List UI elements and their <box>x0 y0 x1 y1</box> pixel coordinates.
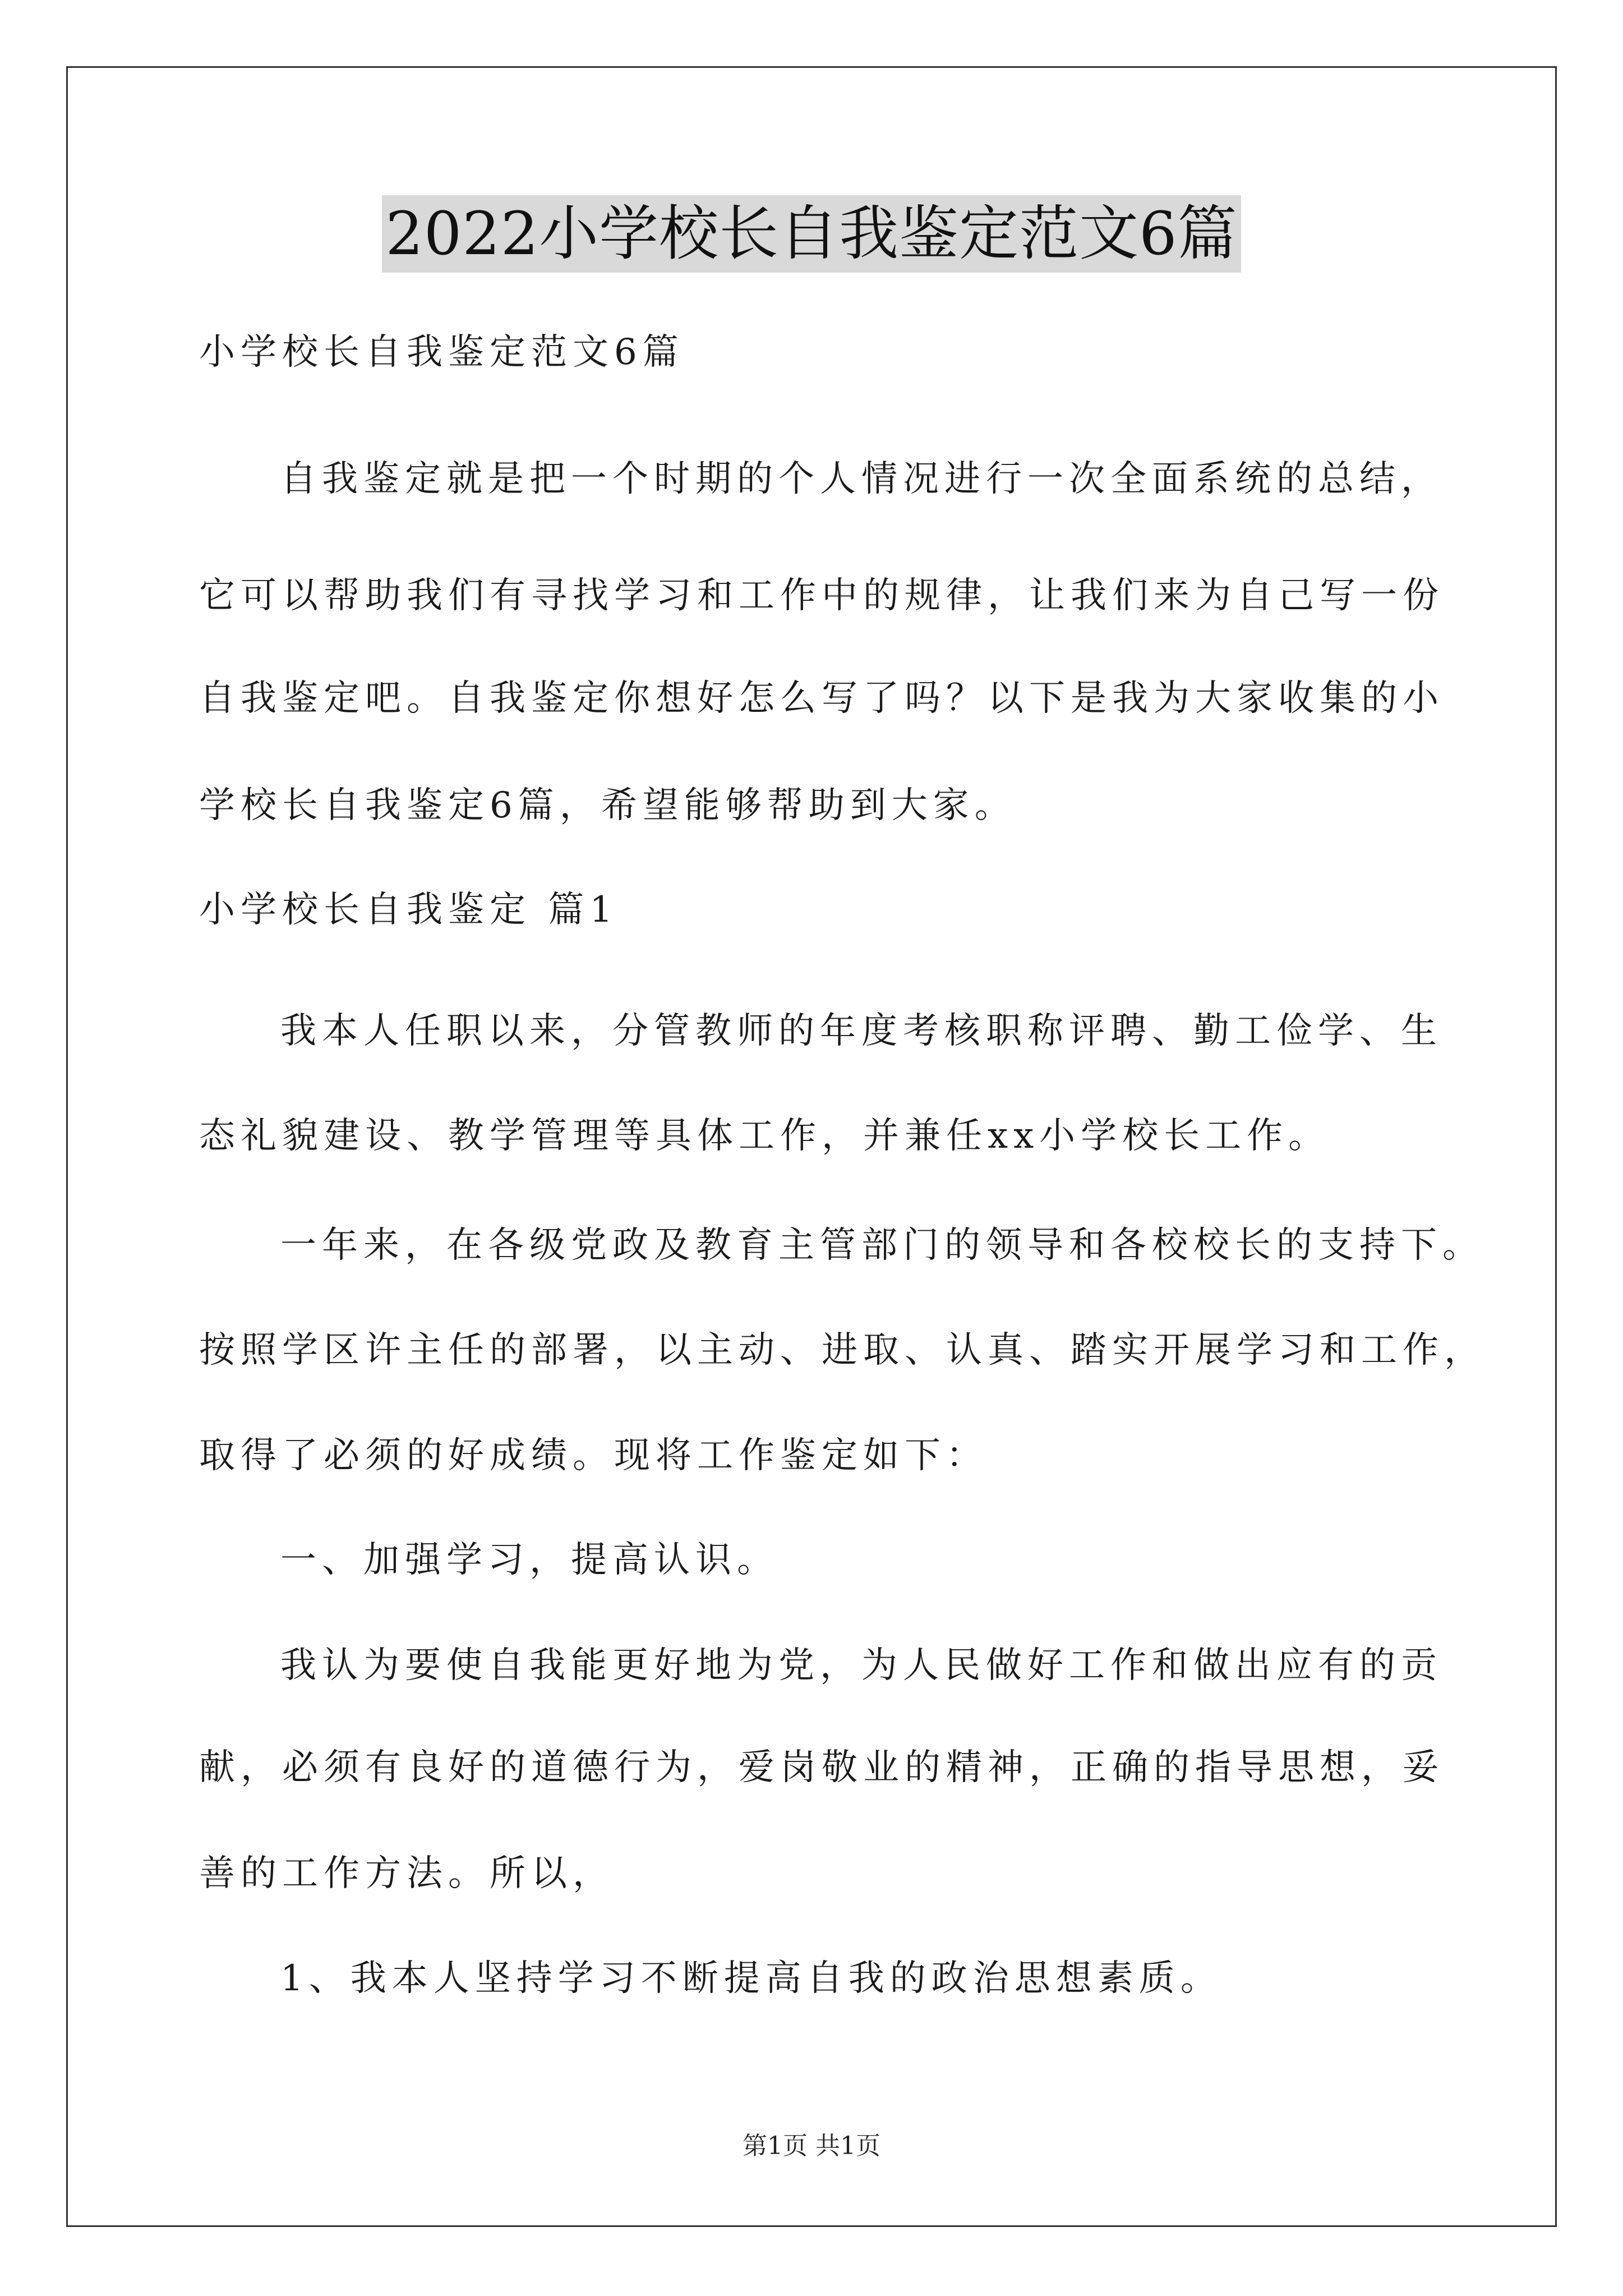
paragraph-line: 一、加强学习，提高认识。 <box>280 1539 778 1581</box>
paragraph-line: 它可以帮助我们有寻找学习和工作中的规律，让我们来为自己写一份 <box>199 575 1444 616</box>
page-footer: 第1页 共1页 <box>743 2132 880 2160</box>
paragraph-line: 1、我本人坚持学习不断提高自我的政治思想素质。 <box>280 1958 1222 1999</box>
paragraph-line: 一年来，在各级党政及教育主管部门的领导和各校校长的支持下。 <box>280 1225 1484 1266</box>
paragraph-line: 我本人任职以来，分管教师的年度考核职称评聘、勤工俭学、生 <box>280 1010 1442 1052</box>
paragraph-line: 自我鉴定就是把一个时期的个人情况进行一次全面系统的总结， <box>280 458 1442 500</box>
document-title: 2022小学校长自我鉴定范文6篇 <box>382 195 1241 273</box>
paragraph-line: 我认为要使自我能更好地为党，为人民做好工作和做出应有的贡 <box>280 1645 1442 1686</box>
paragraph-line: 自我鉴定吧。自我鉴定你想好怎么写了吗？以下是我为大家收集的小 <box>199 678 1444 719</box>
paragraph-line: 取得了必须的好成绩。现将工作鉴定如下： <box>199 1435 988 1476</box>
title-container <box>0 195 1623 273</box>
subtitle-line: 小学校长自我鉴定范文6篇 <box>199 332 684 373</box>
paragraph-line: 按照学区许主任的部署，以主动、进取、认真、踏实开展学习和工作， <box>199 1329 1486 1371</box>
section-heading: 小学校长自我鉴定 篇1 <box>199 889 619 931</box>
paragraph-line: 学校长自我鉴定6篇，希望能够帮助到大家。 <box>199 785 1016 826</box>
paragraph-line: 献，必须有良好的道德行为，爱岗敬业的精神，正确的指导思想，妥 <box>199 1747 1444 1788</box>
paragraph-line: 善的工作方法。所以， <box>199 1853 614 1894</box>
paragraph-line: 态礼貌建设、教学管理等具体工作，并兼任xx小学校长工作。 <box>199 1115 1330 1157</box>
